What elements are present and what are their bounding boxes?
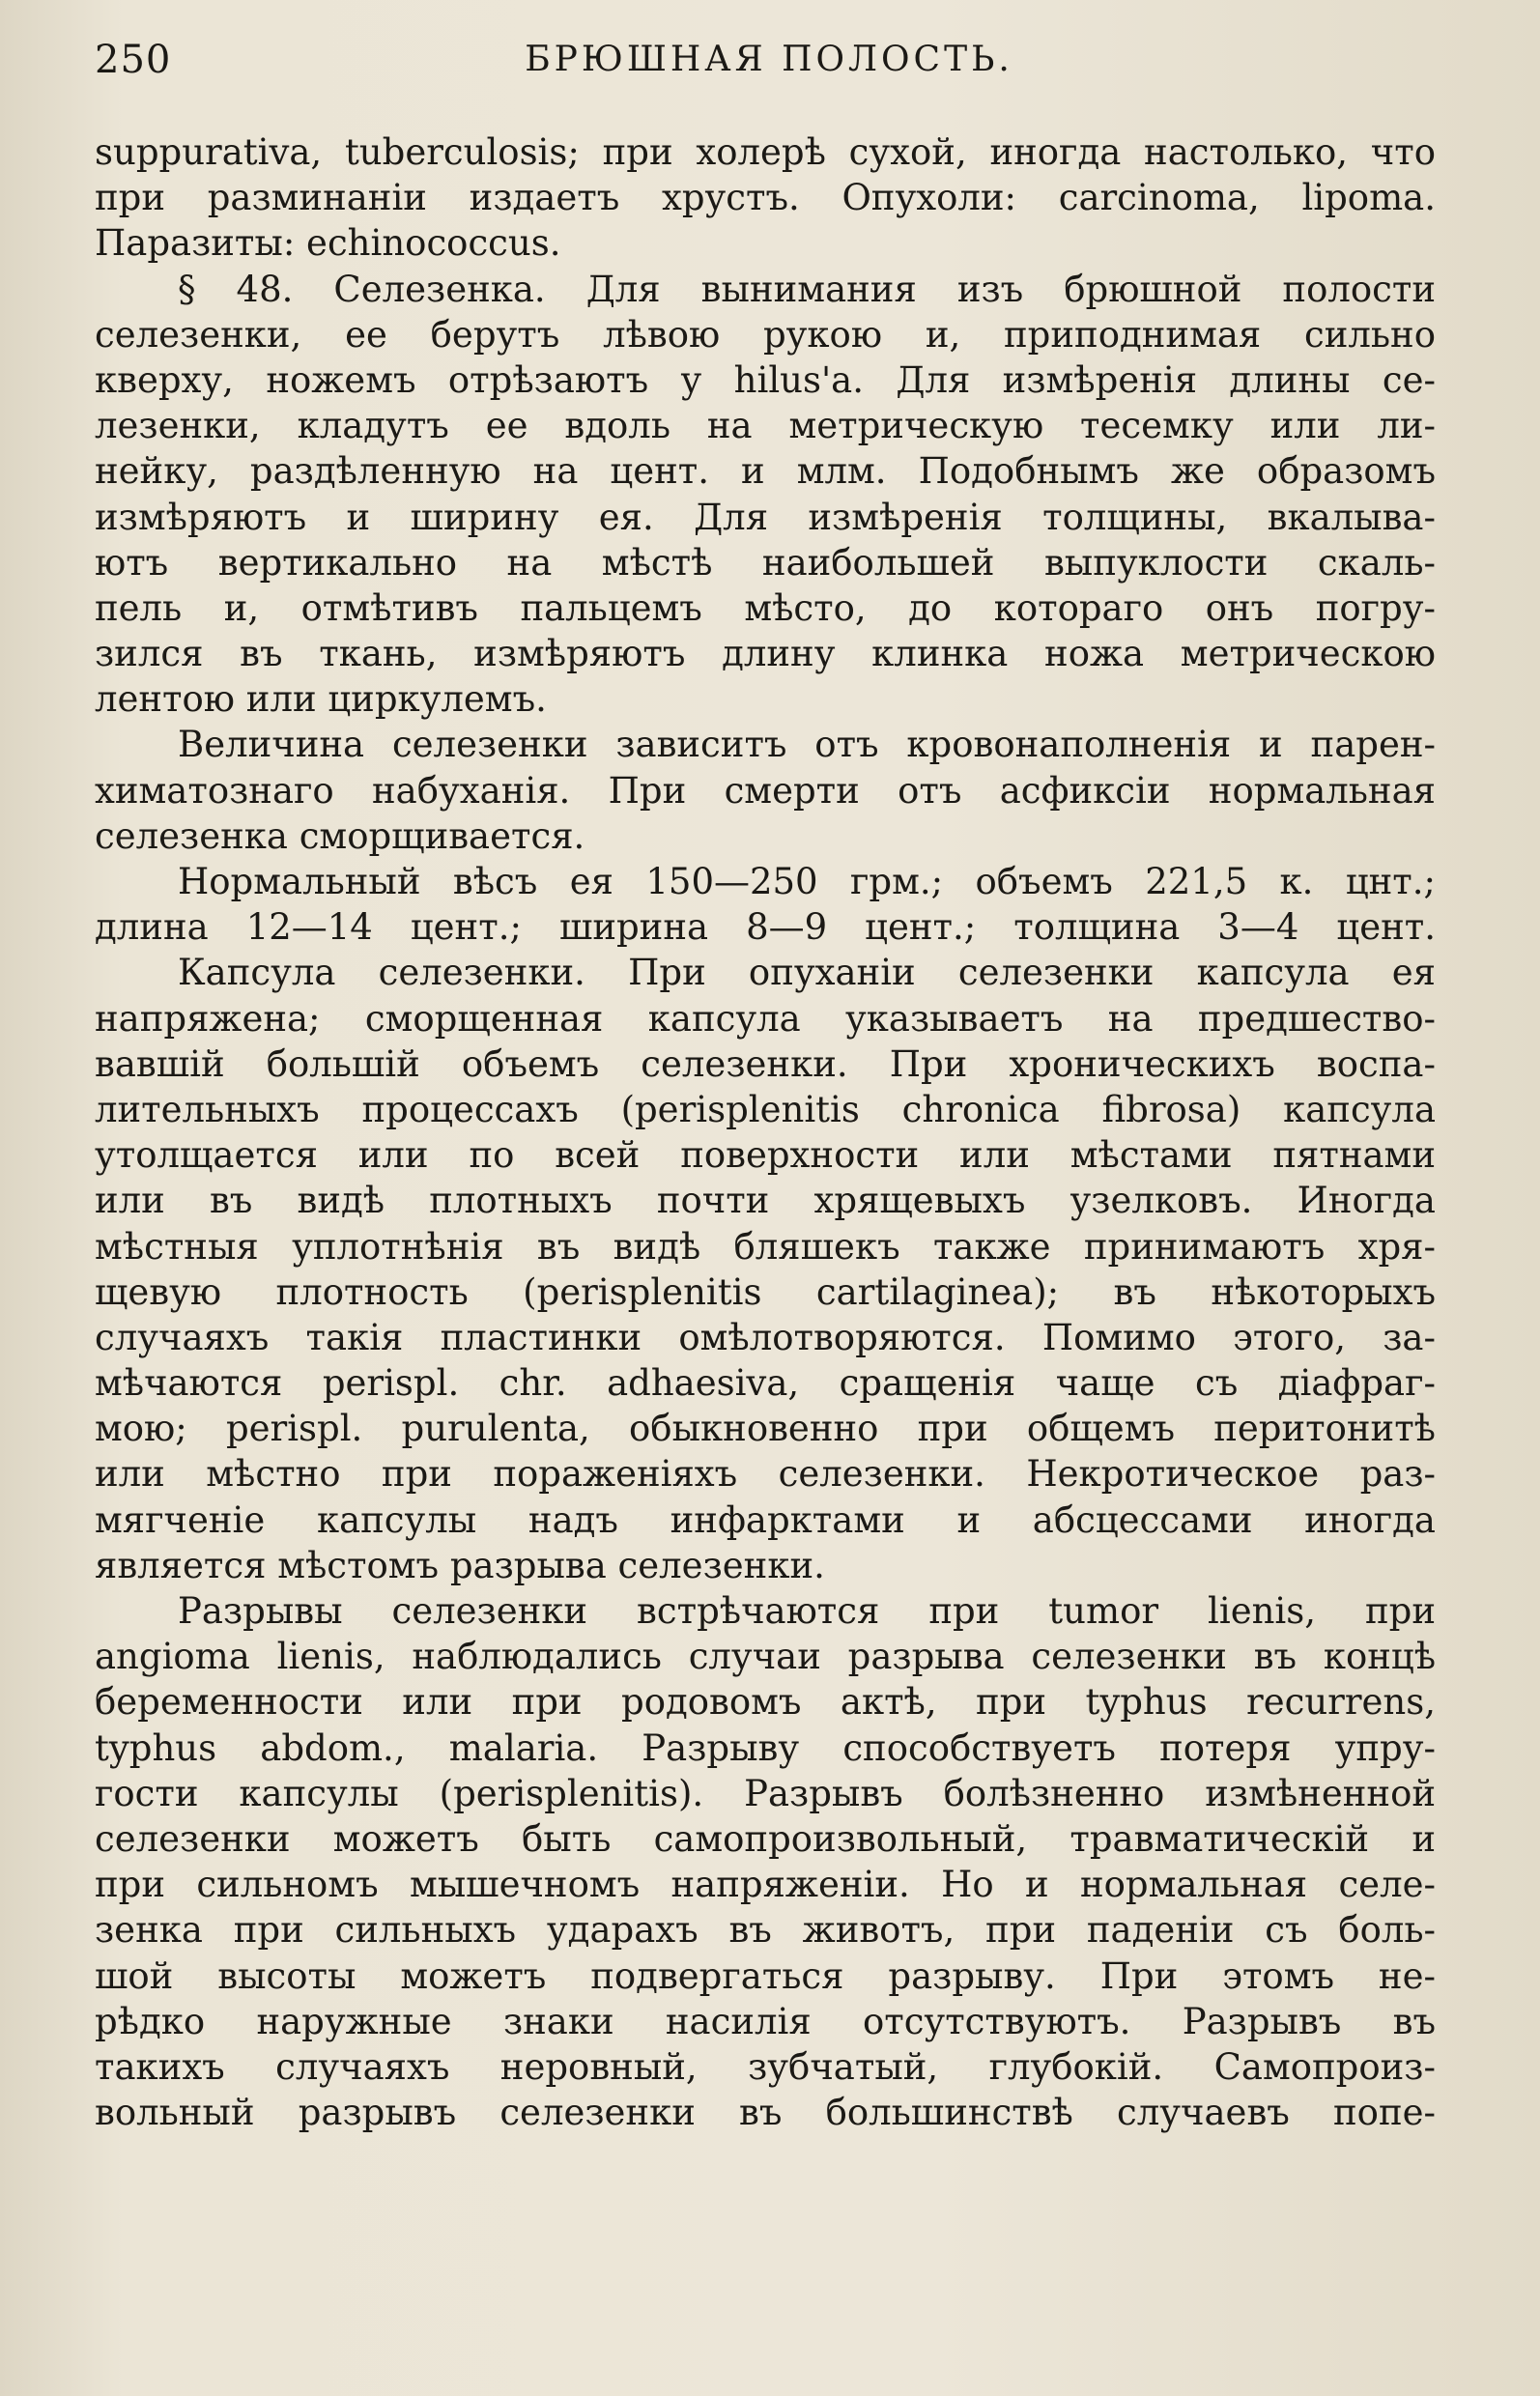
text-line: такихъ случаяхъ неровный, зубчатый, глубокій. Самопроиз- bbox=[95, 2045, 1436, 2088]
text-line: лентою или циркулемъ. bbox=[95, 678, 547, 721]
text-line: при сильномъ мышечномъ напряженіи. Но и нормальная селе- bbox=[95, 1864, 1436, 1906]
text-line: рѣдко наружные знаки насилія отсутствуютъ. Разрывъ въ bbox=[95, 2000, 1436, 2042]
paragraph-start-line: Капсула селезенки. При опуханіи селезенки капсула ея bbox=[178, 952, 1436, 994]
text-line: селезенки, ее берутъ лѣвою рукою и, приподнимая сильно bbox=[95, 313, 1436, 356]
text-line: измѣряютъ и ширину ея. Для измѣренія толщины, вкалыва- bbox=[95, 496, 1436, 538]
running-title: БРЮШНАЯ ПОЛОСТЬ. bbox=[525, 40, 1013, 79]
text-line: лезенки, кладутъ ее вдоль на метрическую тесемку или ли- bbox=[95, 405, 1436, 447]
text-line: щевую плотность (perisplenitis cartilaginea); въ нѣкоторыхъ bbox=[95, 1270, 1436, 1313]
text-line: suppurativa, tuberculosis; при холерѣ сухой, иногда настолько, что bbox=[95, 131, 1436, 173]
paragraph-start-line: Нормальный вѣсъ ея 150—250 грм.; объемъ 221,5 к. цнт.; bbox=[178, 861, 1436, 902]
text-line: длина 12—14 цент.; ширина 8—9 цент.; толщина 3—4 цент. bbox=[95, 906, 1436, 949]
text-line: химатознаго набуханія. При смерти отъ асфиксіи нормальная bbox=[95, 769, 1436, 812]
text-line: typhus abdom., malaria. Разрыву способствуетъ потеря упру- bbox=[95, 1726, 1436, 1769]
page-header bbox=[95, 33, 1443, 87]
text-line: нейку, раздѣленную на цент. и млм. Подобнымъ же образомъ bbox=[95, 450, 1436, 493]
paragraph-start-line: Величина селезенки зависитъ отъ кровонаполненія и парен- bbox=[178, 724, 1436, 766]
text-line: Паразиты: echinococcus. bbox=[95, 222, 561, 265]
page-number: 250 bbox=[95, 38, 172, 82]
text-line: или мѣстно при пораженіяхъ селезенки. Некротическое раз- bbox=[95, 1453, 1436, 1496]
text-line: утолщается или по всей поверхности или мѣстами пятнами bbox=[95, 1134, 1436, 1177]
text-line: лительныхъ процессахъ (perisplenitis chronica fibrosa) капсула bbox=[95, 1088, 1436, 1130]
text-line: мою; perispl. purulenta, обыкновенно при общемъ перитонитѣ bbox=[95, 1408, 1436, 1450]
text-line: при разминаніи издаетъ хрустъ. Опухоли: carcinoma, lipoma. bbox=[95, 177, 1436, 219]
text-line: селезенки можетъ быть самопроизвольный, травматическій и bbox=[95, 1817, 1436, 1860]
text-line: является мѣстомъ разрыва селезенки. bbox=[95, 1544, 825, 1586]
text-line: мѣчаются perispl. chr. adhaesiva, сращенія чаще съ діафраг- bbox=[95, 1362, 1436, 1405]
text-line: или въ видѣ плотныхъ почти хрящевыхъ узелковъ. Иногда bbox=[95, 1180, 1436, 1222]
text-line: кверху, ножемъ отрѣзаютъ у hilus'a. Для измѣренія длины се- bbox=[95, 358, 1436, 401]
text-line: вавшій большій объемъ селезенки. При хроническихъ воспа- bbox=[95, 1042, 1436, 1085]
text-line: селезенка сморщивается. bbox=[95, 814, 585, 857]
text-line: мягченіе капсулы надъ инфарктами и абсцессами иногда bbox=[95, 1498, 1436, 1541]
text-line: шой высоты можетъ подвергаться разрыву. При этомъ не- bbox=[95, 1954, 1436, 1997]
text-line: пель и, отмѣтивъ пальцемъ мѣсто, до котораго онъ погру- bbox=[95, 586, 1436, 629]
text-line: вольный разрывъ селезенки въ большинствѣ случаевъ попе- bbox=[95, 2092, 1436, 2134]
text-line: зенка при сильныхъ ударахъ въ животъ, при паденіи съ боль- bbox=[95, 1909, 1436, 1952]
paragraph-start-line: Разрывы селезенки встрѣчаются при tumor lienis, при bbox=[178, 1590, 1436, 1632]
text-line: беременности или при родовомъ актѣ, при typhus recurrens, bbox=[95, 1681, 1436, 1724]
text-line: случаяхъ такія пластинки омѣлотворяются. Помимо этого, за- bbox=[95, 1316, 1436, 1358]
body-text bbox=[95, 129, 1436, 2135]
text-line: angioma lienis, наблюдались случаи разрыва селезенки въ концѣ bbox=[95, 1636, 1436, 1678]
text-line: ютъ вертикально на мѣстѣ наибольшей выпуклости скаль- bbox=[95, 541, 1436, 584]
text-line: напряжена; сморщенная капсула указываетъ на предшество- bbox=[95, 997, 1436, 1040]
text-line: мѣстныя уплотнѣнія въ видѣ бляшекъ также принимаютъ хря- bbox=[95, 1225, 1436, 1268]
text-line: гости капсулы (perisplenitis). Разрывъ болѣзненно измѣненной bbox=[95, 1772, 1436, 1814]
section-heading-line: § 48. Селезенка. Для вынимания изъ брюшной полости bbox=[178, 268, 1436, 310]
text-line: зился въ ткань, измѣряютъ длину клинка ножа метрическою bbox=[95, 633, 1436, 675]
